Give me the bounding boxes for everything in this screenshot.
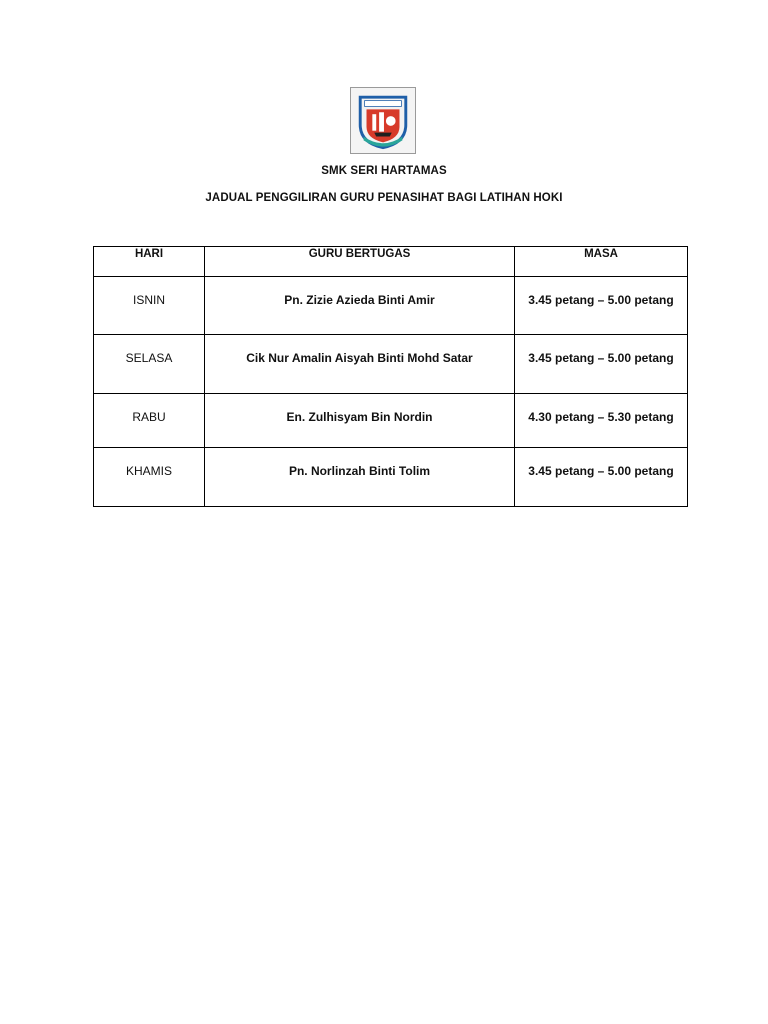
table-row (94, 394, 688, 448)
roster-table (93, 246, 688, 507)
teacher-cell: Pn. Norlinzah Binti Tolim (205, 448, 515, 507)
day-cell: SELASA (94, 335, 205, 394)
time-cell: 3.45 petang – 5.00 petang (515, 277, 688, 335)
table-row (94, 277, 688, 335)
school-crest-icon (350, 87, 416, 154)
school-name: SMK SERI HARTAMAS (321, 165, 447, 177)
column-header-day: HARI (94, 247, 205, 277)
teacher-cell: En. Zulhisyam Bin Nordin (205, 394, 515, 448)
column-header-teacher: GURU BERTUGAS (205, 247, 515, 277)
day-cell: ISNIN (94, 277, 205, 335)
time-cell: 3.45 petang – 5.00 petang (515, 448, 688, 507)
time-cell: 3.45 petang – 5.00 petang (515, 335, 688, 394)
table-row (94, 335, 688, 394)
day-cell: KHAMIS (94, 448, 205, 507)
table-row (94, 448, 688, 507)
time-cell: 4.30 petang – 5.30 petang (515, 394, 688, 448)
column-header-time: MASA (515, 247, 688, 277)
document-title: JADUAL PENGGILIRAN GURU PENASIHAT BAGI LATIHAN HOKI (205, 192, 563, 204)
day-cell: RABU (94, 394, 205, 448)
teacher-cell: Cik Nur Amalin Aisyah Binti Mohd Satar (205, 335, 515, 394)
table-header-row (94, 247, 688, 277)
teacher-cell: Pn. Zizie Azieda Binti Amir (205, 277, 515, 335)
